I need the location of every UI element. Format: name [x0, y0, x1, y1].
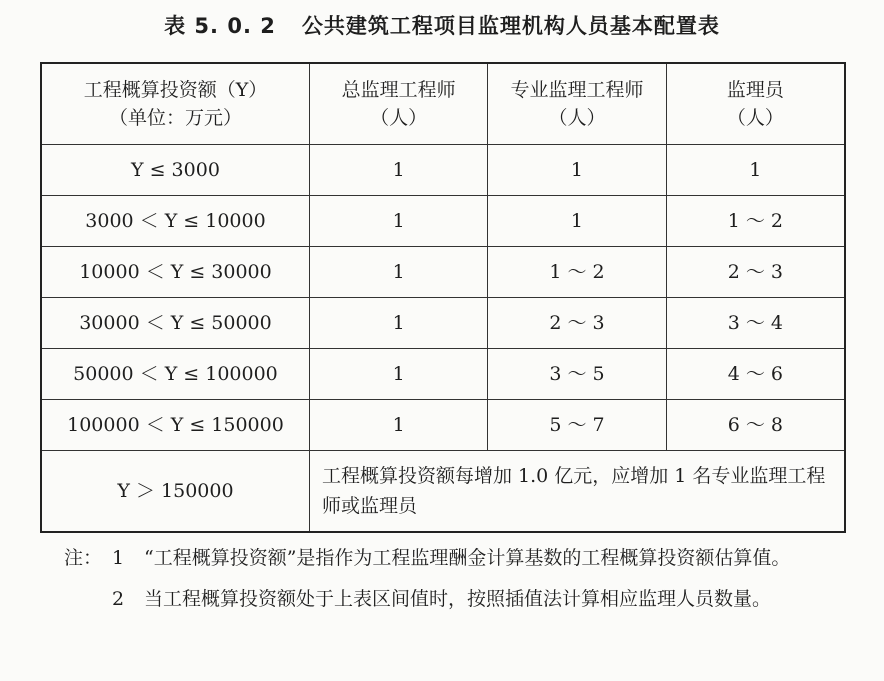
cell-increment-note: 工程概算投资额每增加 1.0 亿元，应增加 1 名专业监理工程师或监理员: [309, 451, 845, 533]
cell-range: 3000 ＜ Y ≤ 10000: [41, 196, 309, 247]
table-row: [41, 400, 845, 451]
cell-range: 100000 ＜ Y ≤ 150000: [41, 400, 309, 451]
cell-chief: 1: [309, 349, 487, 400]
cell-range: Y ＞ 150000: [41, 451, 309, 533]
table-row: [41, 349, 845, 400]
footnote-index: 1: [112, 547, 125, 569]
cell-supervisor: 6 ～ 8: [666, 400, 845, 451]
footnotes: [64, 543, 854, 625]
cell-chief: 1: [309, 247, 487, 298]
cell-specialist: 1: [488, 196, 666, 247]
table-row: [41, 298, 845, 349]
cell-chief: 1: [309, 400, 487, 451]
header-chief-engineer: 总监理工程师 （人）: [309, 63, 487, 145]
cell-specialist: 2 ～ 3: [488, 298, 666, 349]
cell-supervisor: 2 ～ 3: [666, 247, 845, 298]
cell-specialist: 1 ～ 2: [488, 247, 666, 298]
footnote-item: [64, 584, 854, 615]
cell-range: 50000 ＜ Y ≤ 100000: [41, 349, 309, 400]
header-specialist-engineer: 专业监理工程师 （人）: [488, 63, 666, 145]
table-title: [0, 10, 884, 40]
cell-range: 10000 ＜ Y ≤ 30000: [41, 247, 309, 298]
footnote-item: [64, 543, 854, 574]
staffing-table: [40, 62, 846, 533]
cell-supervisor: 1 ～ 2: [666, 196, 845, 247]
cell-specialist: 3 ～ 5: [488, 349, 666, 400]
header-investment: 工程概算投资额（Y） （单位：万元）: [41, 63, 309, 145]
table-row: [41, 145, 845, 196]
table-header-row: [41, 63, 845, 145]
footnote-prefix: 注：: [64, 547, 103, 569]
cell-specialist: 1: [488, 145, 666, 196]
table-row: [41, 196, 845, 247]
header-supervisor: 监理员 （人）: [666, 63, 845, 145]
cell-chief: 1: [309, 145, 487, 196]
cell-chief: 1: [309, 196, 487, 247]
cell-specialist: 5 ～ 7: [488, 400, 666, 451]
footnote-text: “工程概算投资额”是指作为工程监理酬金计算基数的工程概算投资额估算值。: [144, 547, 791, 569]
cell-supervisor: 3 ～ 4: [666, 298, 845, 349]
cell-supervisor: 4 ～ 6: [666, 349, 845, 400]
table-row: [41, 247, 845, 298]
table-caption: 公共建筑工程项目监理机构人员基本配置表: [301, 14, 720, 38]
cell-range: Y ≤ 3000: [41, 145, 309, 196]
footnote-text: 当工程概算投资额处于上表区间值时，按照插值法计算相应监理人员数量。: [144, 588, 772, 610]
table-number: 表 5. 0. 2: [164, 14, 276, 38]
table-row-over-150000: [41, 451, 845, 533]
cell-supervisor: 1: [666, 145, 845, 196]
cell-range: 30000 ＜ Y ≤ 50000: [41, 298, 309, 349]
footnote-index: 2: [112, 588, 125, 610]
cell-chief: 1: [309, 298, 487, 349]
